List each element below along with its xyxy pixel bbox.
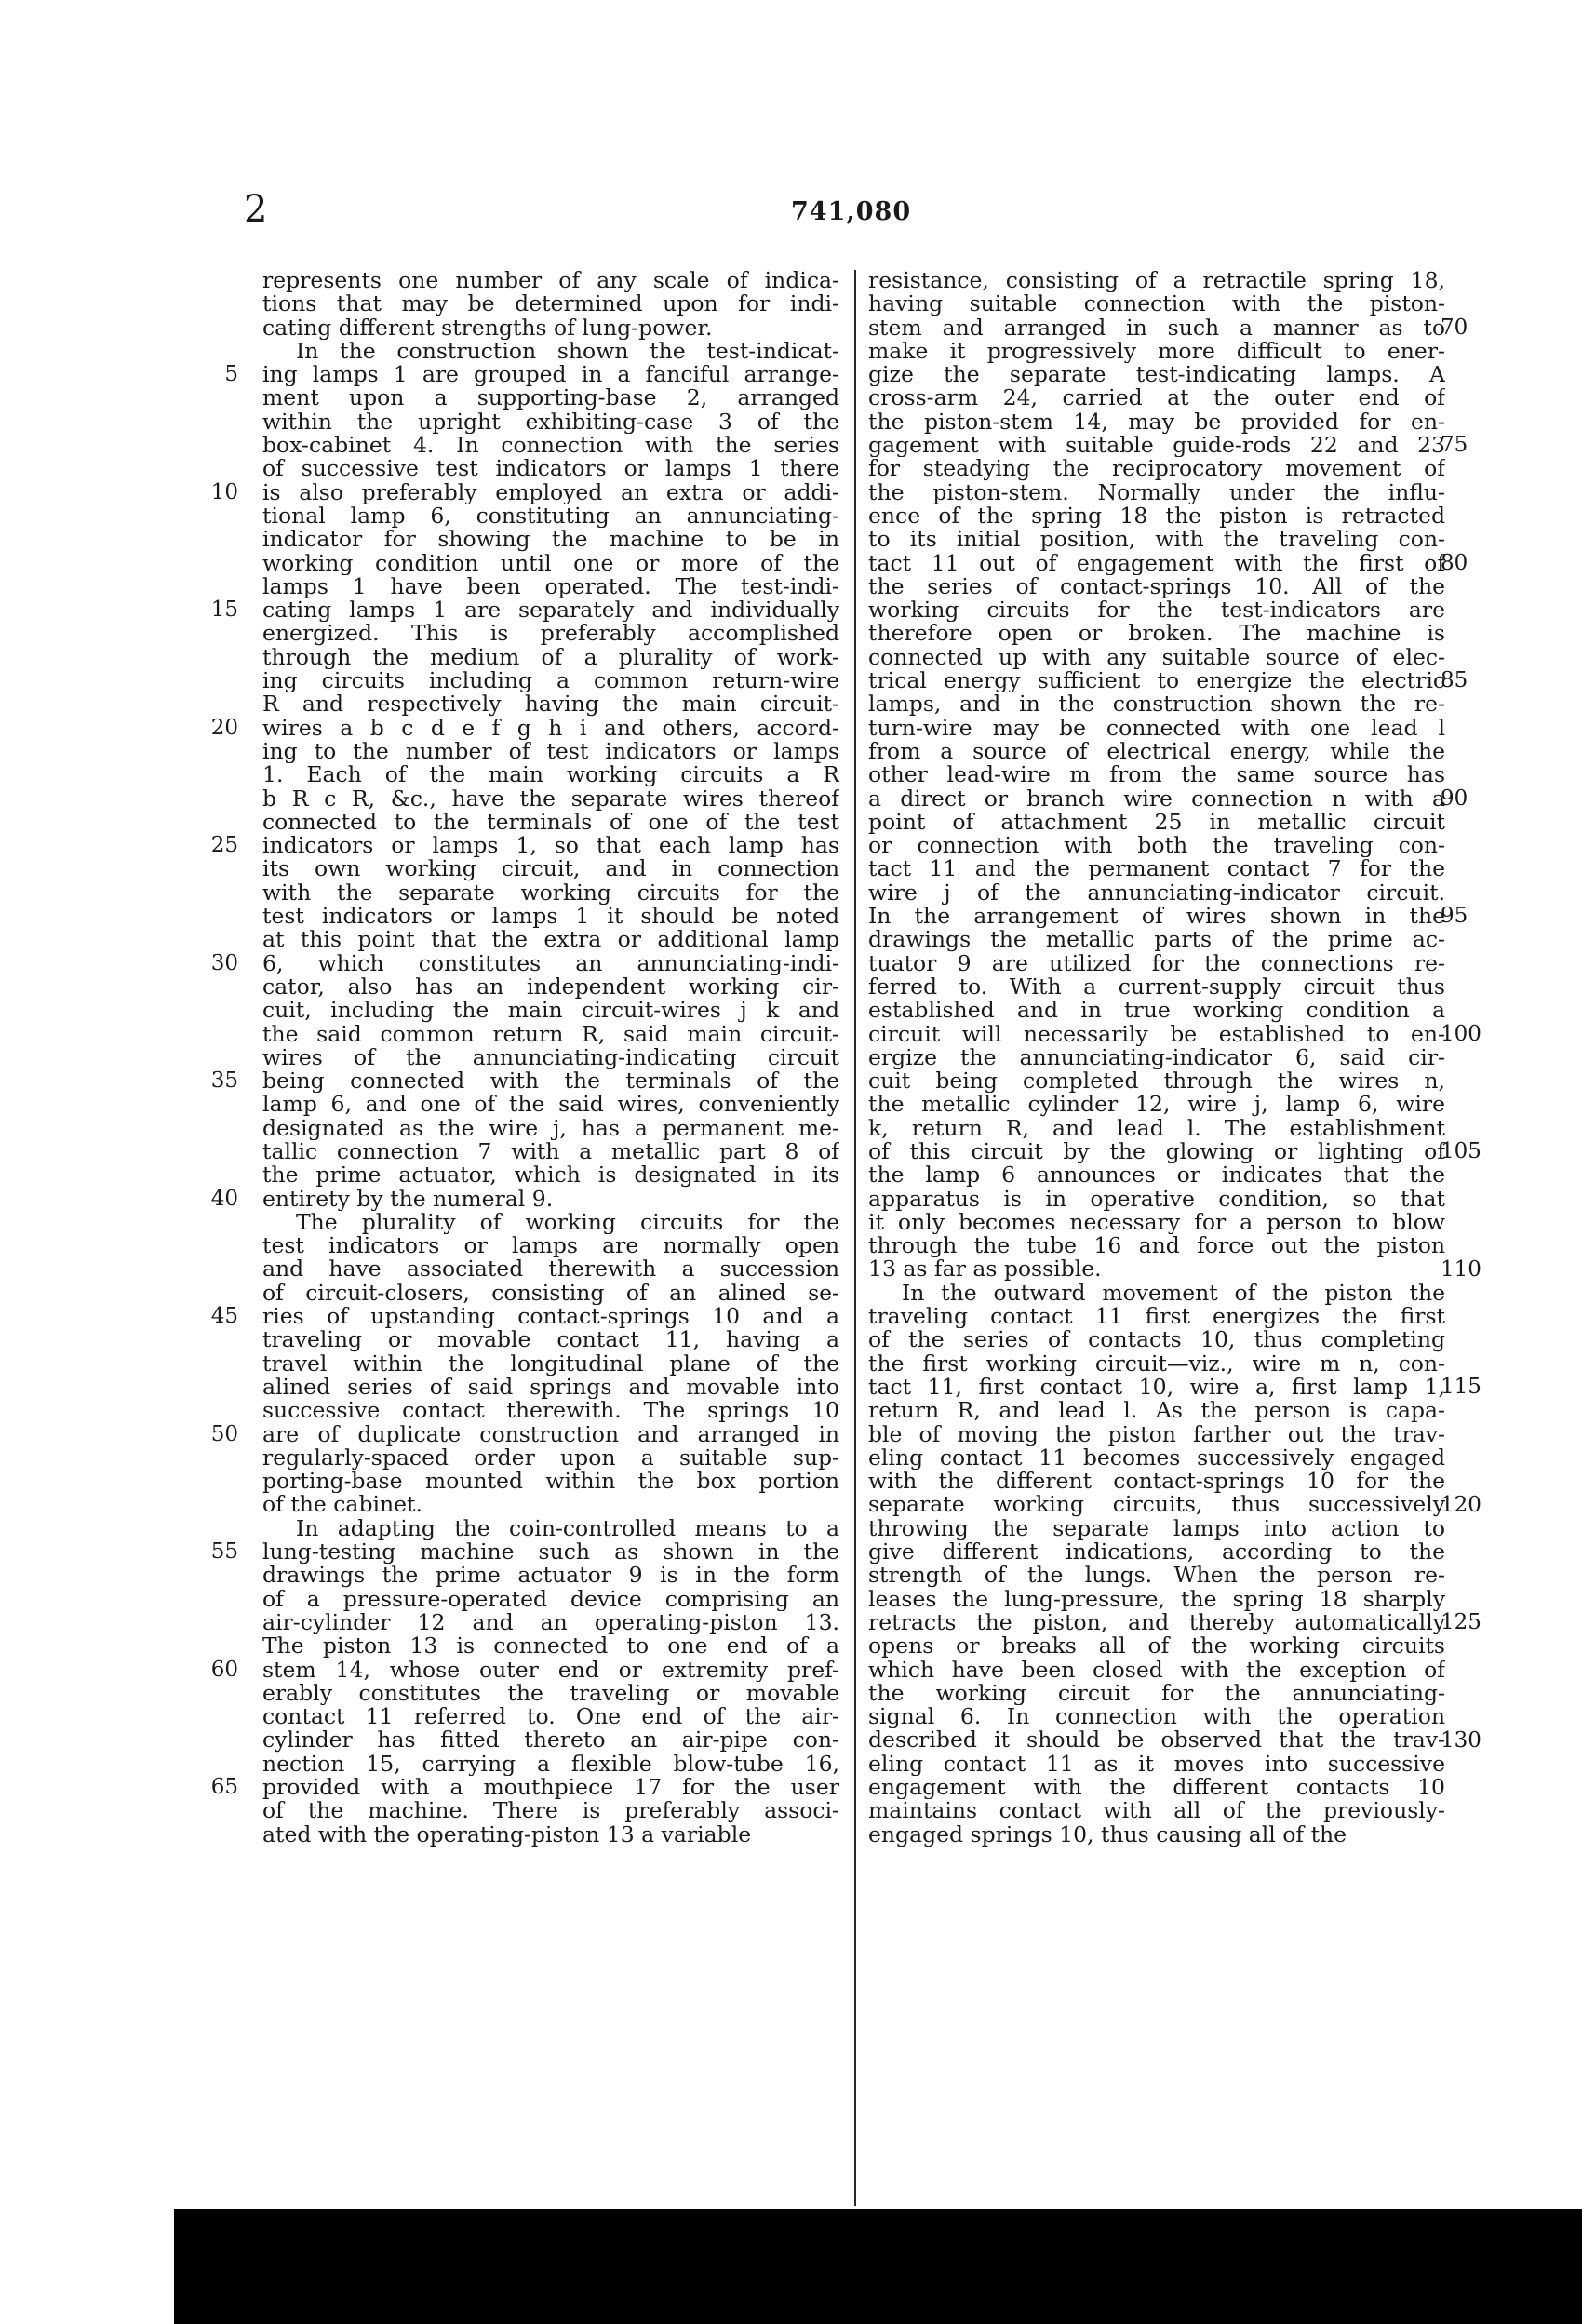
text-line: ence of the spring 18 the piston is retracted xyxy=(868,504,1445,529)
text-line: In the arrangement of wires shown in the xyxy=(868,905,1445,929)
text-line: the working circuit for the annunciating- xyxy=(868,1681,1445,1706)
text-line: entirety by the numeral 9. xyxy=(262,1187,554,1211)
text-line: nection 15, carrying a flexible blow-tube 16, xyxy=(262,1752,839,1776)
line-number: 35 xyxy=(210,1068,238,1094)
text-line: tact 11, first contact 10, wire a, first lamp 1, xyxy=(868,1375,1445,1400)
text-line: separate working circuits, thus successively xyxy=(868,1493,1445,1517)
text-line: from a source of electrical energy, while the xyxy=(868,739,1445,764)
text-line: of this circuit by the glowing or lighting of xyxy=(868,1139,1445,1164)
text-line: throwing the separate lamps into action to xyxy=(868,1516,1445,1541)
text-line: eling contact 11 becomes successively engaged xyxy=(868,1445,1445,1471)
text-line: of successive test indicators or lamps 1 there xyxy=(262,457,839,481)
text-line: with the different contact-springs 10 for the xyxy=(868,1470,1445,1494)
text-line: lamps, and in the construction shown the re- xyxy=(868,692,1445,717)
text-line: other lead-wire m from the same source has xyxy=(868,763,1445,787)
text-line: indicators or lamps 1, so that each lamp has xyxy=(262,834,839,858)
text-line: cating different strengths of lung-power. xyxy=(262,316,713,340)
text-line: lung-testing machine such as shown in the xyxy=(262,1540,839,1565)
text-line: ated with the operating-piston 13 a variable xyxy=(262,1822,752,1847)
text-line: gagement with suitable guide-rods 22 and 23 xyxy=(868,434,1445,458)
text-line: cuit being completed through the wires n, xyxy=(868,1069,1445,1094)
line-number: 90 xyxy=(1441,786,1468,811)
text-line: wires of the annunciating-indicating circuit xyxy=(262,1045,839,1070)
text-line: tact 11 and the permanent contact 7 for the xyxy=(868,857,1445,881)
left-text-column xyxy=(262,269,839,1847)
text-line: signal 6. In connection with the operation xyxy=(868,1705,1445,1729)
text-line: with the separate working circuits for the xyxy=(262,880,839,906)
line-number: 45 xyxy=(210,1304,238,1329)
text-line: In the outward movement of the piston the xyxy=(902,1281,1445,1306)
line-number: 30 xyxy=(210,950,238,975)
text-line: within the upright exhibiting-case 3 of the xyxy=(262,410,839,435)
line-number: 130 xyxy=(1441,1727,1481,1753)
line-number: 10 xyxy=(210,479,238,504)
line-number: 105 xyxy=(1441,1139,1481,1164)
text-line: of a pressure-operated device comprising an xyxy=(262,1587,839,1611)
text-line: eling contact 11 as it moves into successive xyxy=(868,1752,1445,1776)
line-number: 95 xyxy=(1441,904,1468,929)
text-line: or connection with both the traveling con- xyxy=(868,834,1445,858)
text-line: engagement with the different contacts 10 xyxy=(868,1776,1445,1800)
text-line: gize the separate test-indicating lamps. A xyxy=(868,363,1445,387)
text-line: ergize the annunciating-indicator 6, said cir- xyxy=(868,1045,1445,1070)
text-line: the piston-stem. Normally under the influ- xyxy=(868,480,1445,504)
text-line: strength of the lungs. When the person re- xyxy=(868,1564,1445,1588)
line-number: 110 xyxy=(1441,1256,1481,1282)
text-line: ble of moving the piston farther out the trav- xyxy=(868,1422,1445,1446)
line-number: 55 xyxy=(210,1539,238,1565)
text-line: the said common return R, said main circuit- xyxy=(262,1022,839,1046)
text-line: box-cabinet 4. In connection with the series xyxy=(262,434,839,458)
text-line: point of attachment 25 in metallic circuit xyxy=(868,810,1445,835)
line-number: 5 xyxy=(224,362,238,387)
text-line: being connected with the terminals of the xyxy=(262,1069,839,1094)
text-line: the series of contact-springs 10. All of the xyxy=(868,574,1445,599)
text-line: lamps 1 have been operated. The test-indi- xyxy=(262,574,839,599)
text-line: wires a b c d e f g h i and others, accord- xyxy=(262,716,839,740)
line-number: 70 xyxy=(1441,315,1468,340)
text-line: stem and arranged in such a manner as to xyxy=(868,316,1445,340)
line-number: 15 xyxy=(210,598,238,623)
text-line: working circuits for the test-indicators are xyxy=(868,598,1445,623)
text-line: traveling contact 11 first energizes the first xyxy=(868,1305,1445,1329)
text-line: through the medium of a plurality of work- xyxy=(262,645,839,670)
text-line: provided with a mouthpiece 17 for the user xyxy=(262,1776,839,1800)
text-line: apparatus is in operative condition, so that xyxy=(868,1187,1445,1211)
right-text-column xyxy=(868,269,1445,1847)
text-line: at this point that the extra or additional lamp xyxy=(262,928,839,952)
text-line: tact 11 out of engagement with the first of xyxy=(868,551,1445,575)
text-line: for steadying the reciprocatory movement of xyxy=(868,457,1445,481)
text-line: the first working circuit—viz., wire m n, con- xyxy=(868,1351,1445,1376)
text-line: connected up with any suitable source of elec- xyxy=(868,645,1445,670)
text-line: tional lamp 6, constituting an annunciating- xyxy=(262,504,839,529)
text-line: maintains contact with all of the previously- xyxy=(868,1799,1445,1823)
scan-footer-bar xyxy=(174,2209,1582,2324)
text-line: the metallic cylinder 12, wire j, lamp 6, wire xyxy=(868,1093,1445,1117)
column-divider xyxy=(854,270,856,2206)
text-line: opens or breaks all of the working circuits xyxy=(868,1634,1445,1659)
line-number: 65 xyxy=(210,1775,238,1800)
text-line: represents one number of any scale of indica- xyxy=(262,269,839,293)
text-line: cylinder has fitted thereto an air-pipe con- xyxy=(262,1728,839,1753)
text-line: the prime actuator, which is designated in its xyxy=(262,1163,839,1188)
line-number: 115 xyxy=(1441,1375,1481,1400)
text-line: b R c R, &c., have the separate wires thereof xyxy=(262,786,839,811)
text-line: porting-base mounted within the box portion xyxy=(262,1470,839,1494)
text-line: trical energy sufficient to energize the electric xyxy=(868,669,1445,693)
text-line: ferred to. With a current-supply circuit thus xyxy=(868,974,1445,1000)
text-line: of circuit-closers, consisting of an alined se- xyxy=(262,1281,839,1306)
text-line: regularly-spaced order upon a suitable sup- xyxy=(262,1445,839,1471)
text-line: having suitable connection with the piston- xyxy=(868,292,1445,316)
text-line: ing lamps 1 are grouped in a fanciful arrange- xyxy=(262,363,839,387)
patent-number: 741,080 xyxy=(791,197,912,226)
text-line: lamp 6, and one of the said wires, conveniently xyxy=(262,1093,839,1117)
text-line: R and respectively having the main circuit- xyxy=(262,692,839,717)
text-line: it only becomes necessary for a person to blow xyxy=(868,1210,1445,1235)
line-number: 20 xyxy=(210,715,238,740)
text-line: 1. Each of the main working circuits a R xyxy=(262,763,839,787)
text-line: traveling or movable contact 11, having a xyxy=(262,1328,839,1352)
text-line: The plurality of working circuits for the xyxy=(296,1210,839,1235)
text-line: tallic connection 7 with a metallic part 8 of xyxy=(262,1139,839,1164)
text-line: of the series of contacts 10, thus completing xyxy=(868,1328,1445,1352)
text-line: return R, and lead l. As the person is capa- xyxy=(868,1399,1445,1423)
text-line: erably constitutes the traveling or movable xyxy=(262,1681,839,1706)
text-line: its own working circuit, and in connection xyxy=(262,857,839,881)
text-line: air-cylinder 12 and an operating-piston 13. xyxy=(262,1610,839,1635)
text-line: ing circuits including a common return-wire xyxy=(262,669,839,693)
text-line: The piston 13 is connected to one end of a xyxy=(262,1634,839,1659)
text-line: and have associated therewith a succession xyxy=(262,1257,839,1282)
text-line: through the tube 16 and force out the piston xyxy=(868,1234,1445,1258)
text-line: k, return R, and lead l. The establishment xyxy=(868,1116,1445,1140)
text-line: leases the lung-pressure, the spring 18 sharply xyxy=(868,1587,1445,1611)
text-line: drawings the metallic parts of the prime ac- xyxy=(868,928,1445,952)
line-number: 80 xyxy=(1441,550,1468,575)
text-line: energized. This is preferably accomplished xyxy=(262,622,839,646)
text-line: is also preferably employed an extra or addi- xyxy=(262,480,839,504)
text-line: alined series of said springs and movable into xyxy=(262,1375,839,1400)
text-line: engaged springs 10, thus causing all of the xyxy=(868,1822,1347,1847)
text-line: make it progressively more difficult to ener- xyxy=(868,339,1445,364)
line-number: 75 xyxy=(1441,433,1468,458)
text-line: resistance, consisting of a retractile spring 18, xyxy=(868,269,1445,293)
text-line: ries of upstanding contact-springs 10 and a xyxy=(262,1305,839,1329)
text-line: In adapting the coin-controlled means to a xyxy=(296,1516,839,1541)
text-line: described it should be observed that the trav- xyxy=(868,1728,1445,1753)
text-line: 13 as far as possible. xyxy=(868,1257,1102,1282)
line-number: 120 xyxy=(1441,1492,1481,1517)
text-line: connected to the terminals of one of the test xyxy=(262,810,839,835)
text-line: successive contact therewith. The springs 10 xyxy=(262,1399,839,1423)
text-line: tions that may be determined upon for indi- xyxy=(262,292,839,316)
text-line: are of duplicate construction and arranged in xyxy=(262,1422,839,1446)
text-line: ment upon a supporting-base 2, arranged xyxy=(262,386,839,410)
line-number: 25 xyxy=(210,833,238,858)
text-line: working condition until one or more of the xyxy=(262,551,839,575)
text-line: which have been closed with the exception of xyxy=(868,1658,1445,1682)
line-number: 40 xyxy=(210,1186,238,1211)
text-line: test indicators or lamps 1 it should be noted xyxy=(262,905,839,929)
text-line: circuit will necessarily be established to en- xyxy=(868,1022,1445,1046)
text-line: cross-arm 24, carried at the outer end of xyxy=(868,386,1445,410)
text-line: In the construction shown the test-indicat- xyxy=(296,339,839,364)
text-line: of the machine. There is preferably associ- xyxy=(262,1799,839,1823)
text-line: cating lamps 1 are separately and individually xyxy=(262,598,839,623)
text-line: turn-wire may be connected with one lead l xyxy=(868,716,1445,740)
line-number: 125 xyxy=(1441,1610,1481,1635)
line-number: 85 xyxy=(1441,668,1468,693)
text-line: cator, also has an independent working cir- xyxy=(262,974,839,1000)
line-number: 60 xyxy=(210,1657,238,1682)
text-line: therefore open or broken. The machine is xyxy=(868,622,1445,646)
text-line: wire j of the annunciating-indicator circuit. xyxy=(868,880,1445,906)
text-line: of the cabinet. xyxy=(262,1493,422,1517)
line-number: 50 xyxy=(210,1421,238,1446)
page-number: 2 xyxy=(244,188,268,231)
line-number: 100 xyxy=(1441,1021,1481,1046)
text-line: contact 11 referred to. One end of the air- xyxy=(262,1705,839,1729)
text-line: a direct or branch wire connection n with a xyxy=(868,786,1445,811)
text-line: cuit, including the main circuit-wires j k and xyxy=(262,999,839,1023)
text-line: to its initial position, with the traveling con- xyxy=(868,528,1445,552)
text-line: tuator 9 are utilized for the connections re- xyxy=(868,951,1445,975)
text-line: established and in true working condition a xyxy=(868,999,1445,1023)
text-line: designated as the wire j, has a permanent me- xyxy=(262,1116,839,1140)
text-line: ing to the number of test indicators or lamps xyxy=(262,739,839,764)
text-line: indicator for showing the machine to be in xyxy=(262,528,839,552)
text-line: 6, which constitutes an annunciating-indi- xyxy=(262,951,839,975)
text-line: retracts the piston, and thereby automatically xyxy=(868,1610,1445,1635)
text-line: drawings the prime actuator 9 is in the form xyxy=(262,1564,839,1588)
text-line: the piston-stem 14, may be provided for en- xyxy=(868,410,1445,435)
text-line: give different indications, according to the xyxy=(868,1540,1445,1565)
text-line: travel within the longitudinal plane of the xyxy=(262,1351,839,1376)
text-line: stem 14, whose outer end or extremity pref- xyxy=(262,1658,839,1682)
text-line: test indicators or lamps are normally open xyxy=(262,1234,839,1258)
text-line: the lamp 6 announces or indicates that the xyxy=(868,1163,1445,1188)
